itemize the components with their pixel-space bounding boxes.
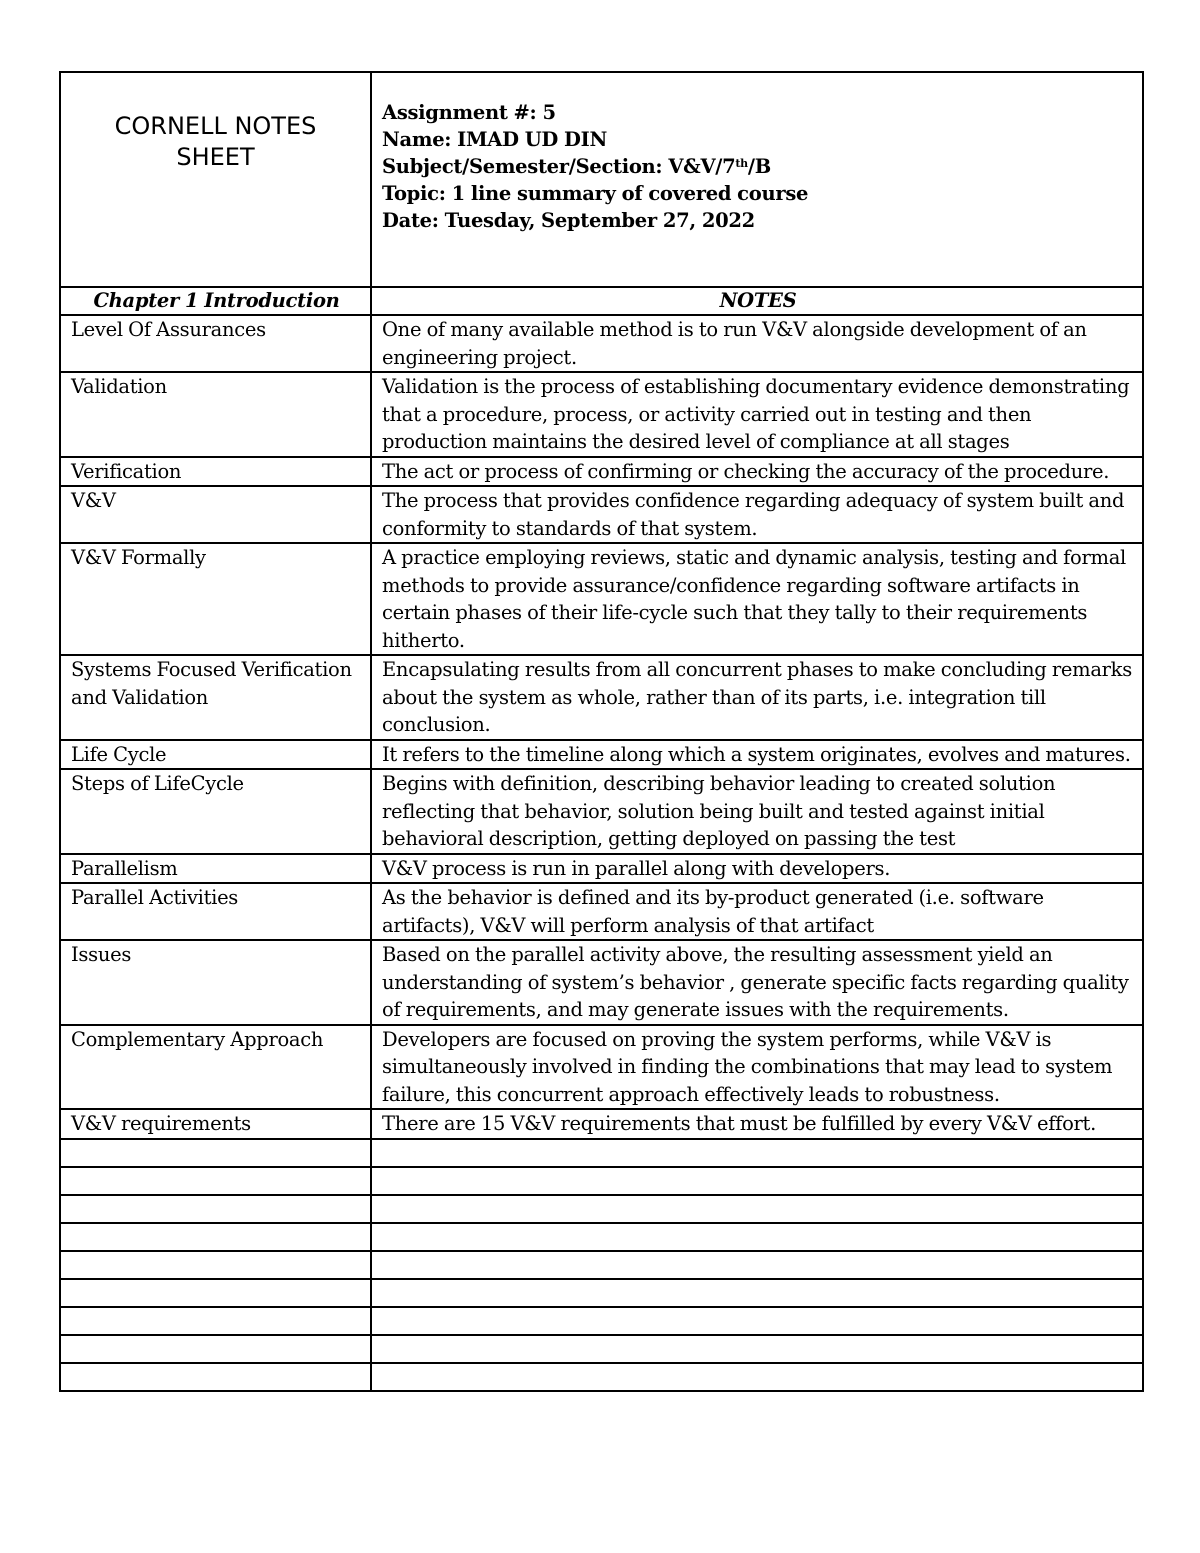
- student-name: Name: IMAD UD DIN: [382, 128, 607, 151]
- note-row: [60, 854, 1143, 884]
- note-row: [60, 769, 1143, 854]
- cue-term: Parallelism: [60, 854, 371, 884]
- cue-term: Parallel Activities: [60, 883, 371, 940]
- empty-note-cell: [371, 1139, 1143, 1167]
- note-text: It refers to the timeline along which a system originates, evolves and matures.: [371, 740, 1143, 770]
- note-row: [60, 372, 1143, 457]
- note-row: [60, 940, 1143, 1025]
- note-row: [60, 883, 1143, 940]
- note-row: [60, 457, 1143, 487]
- date: Date: Tuesday, September 27, 2022: [382, 209, 755, 232]
- empty-row: [60, 1363, 1143, 1391]
- empty-note-cell: [371, 1195, 1143, 1223]
- assignment-number: Assignment #: 5: [382, 101, 556, 124]
- empty-note-cell: [371, 1363, 1143, 1391]
- note-row: [60, 486, 1143, 543]
- empty-note-cell: [371, 1335, 1143, 1363]
- subject-superscript: th: [735, 157, 748, 170]
- subject-prefix: Subject/Semester/Section: V&V/7: [382, 155, 736, 178]
- empty-row: [60, 1251, 1143, 1279]
- note-text: Begins with definition, describing behavior leading to created solution reflecting that behavior, solution being built and tested against initial behavioral description, getting deployed on passing the test: [371, 769, 1143, 854]
- note-row: [60, 655, 1143, 740]
- sheet-title: [61, 73, 370, 173]
- cue-term: Issues: [60, 940, 371, 1025]
- empty-note-cell: [371, 1251, 1143, 1279]
- cue-term: V&V requirements: [60, 1109, 371, 1139]
- empty-cue-cell: [60, 1139, 371, 1167]
- notes-heading: NOTES: [371, 287, 1143, 315]
- cornell-notes-table: [59, 71, 1144, 1392]
- cue-term: Steps of LifeCycle: [60, 769, 371, 854]
- note-row: [60, 543, 1143, 655]
- assignment-info-cell: [371, 72, 1143, 287]
- empty-cue-cell: [60, 1223, 371, 1251]
- empty-note-cell: [371, 1167, 1143, 1195]
- note-text: There are 15 V&V requirements that must be fulfilled by every V&V effort.: [371, 1109, 1143, 1139]
- note-text: One of many available method is to run V&V alongside development of an engineering project.: [371, 315, 1143, 372]
- empty-note-cell: [371, 1279, 1143, 1307]
- cue-term: Systems Focused Verification and Validation: [60, 655, 371, 740]
- empty-note-cell: [371, 1223, 1143, 1251]
- empty-cue-cell: [60, 1195, 371, 1223]
- note-rows: [60, 315, 1143, 1139]
- note-row: [60, 315, 1143, 372]
- empty-cue-cell: [60, 1363, 371, 1391]
- note-text: V&V process is run in parallel along with developers.: [371, 854, 1143, 884]
- empty-row: [60, 1279, 1143, 1307]
- note-text: Encapsulating results from all concurrent phases to make concluding remarks about the system as whole, rather than of its parts, i.e. integration till conclusion.: [371, 655, 1143, 740]
- empty-row: [60, 1307, 1143, 1335]
- note-text: Based on the parallel activity above, the resulting assessment yield an understanding of system’s behavior , generate specific facts regarding quality of requirements, and may generate issues with the requirements.: [371, 940, 1143, 1025]
- empty-cue-cell: [60, 1307, 371, 1335]
- empty-row: [60, 1195, 1143, 1223]
- empty-note-cell: [371, 1307, 1143, 1335]
- note-row: [60, 1109, 1143, 1139]
- empty-row: [60, 1167, 1143, 1195]
- sheet-title-cell: [60, 72, 371, 287]
- blank-rows: [60, 1139, 1143, 1391]
- cue-term: Life Cycle: [60, 740, 371, 770]
- note-text: Developers are focused on proving the system performs, while V&V is simultaneously involved in finding the combinations that may lead to system failure, this concurrent approach effectively leads to robustness.: [371, 1025, 1143, 1110]
- cue-term: V&V: [60, 486, 371, 543]
- empty-cue-cell: [60, 1279, 371, 1307]
- note-text: The process that provides confidence regarding adequacy of system built and conformity to standards of that system.: [371, 486, 1143, 543]
- empty-cue-cell: [60, 1167, 371, 1195]
- cue-term: Validation: [60, 372, 371, 457]
- empty-cue-cell: [60, 1335, 371, 1363]
- note-text: The act or process of confirming or checking the accuracy of the procedure.: [371, 457, 1143, 487]
- note-text: As the behavior is defined and its by-product generated (i.e. software artifacts), V&V will perform analysis of that artifact: [371, 883, 1143, 940]
- note-row: [60, 1025, 1143, 1110]
- header-row: [60, 72, 1143, 287]
- topic: Topic: 1 line summary of covered course: [382, 182, 809, 205]
- empty-row: [60, 1335, 1143, 1363]
- empty-cue-cell: [60, 1251, 371, 1279]
- note-row: [60, 740, 1143, 770]
- sheet-title-line2: SHEET: [176, 143, 255, 171]
- subject-section: [382, 153, 1136, 180]
- cue-term: Verification: [60, 457, 371, 487]
- note-text: Validation is the process of establishing documentary evidence demonstrating that a procedure, process, or activity carried out in testing and then production maintains the desired level of compliance at all stages: [371, 372, 1143, 457]
- cue-term: Level Of Assurances: [60, 315, 371, 372]
- cue-term: Complementary Approach: [60, 1025, 371, 1110]
- empty-row: [60, 1139, 1143, 1167]
- empty-row: [60, 1223, 1143, 1251]
- sheet-title-line1: CORNELL NOTES: [114, 112, 317, 140]
- note-text: A practice employing reviews, static and dynamic analysis, testing and formal methods to provide assurance/confidence regarding software artifacts in certain phases of their life-cycle such that they tally to their requirements hitherto.: [371, 543, 1143, 655]
- column-heading-row: [60, 287, 1143, 315]
- chapter-heading: Chapter 1 Introduction: [60, 287, 371, 315]
- cue-term: V&V Formally: [60, 543, 371, 655]
- subject-suffix: /B: [747, 155, 771, 178]
